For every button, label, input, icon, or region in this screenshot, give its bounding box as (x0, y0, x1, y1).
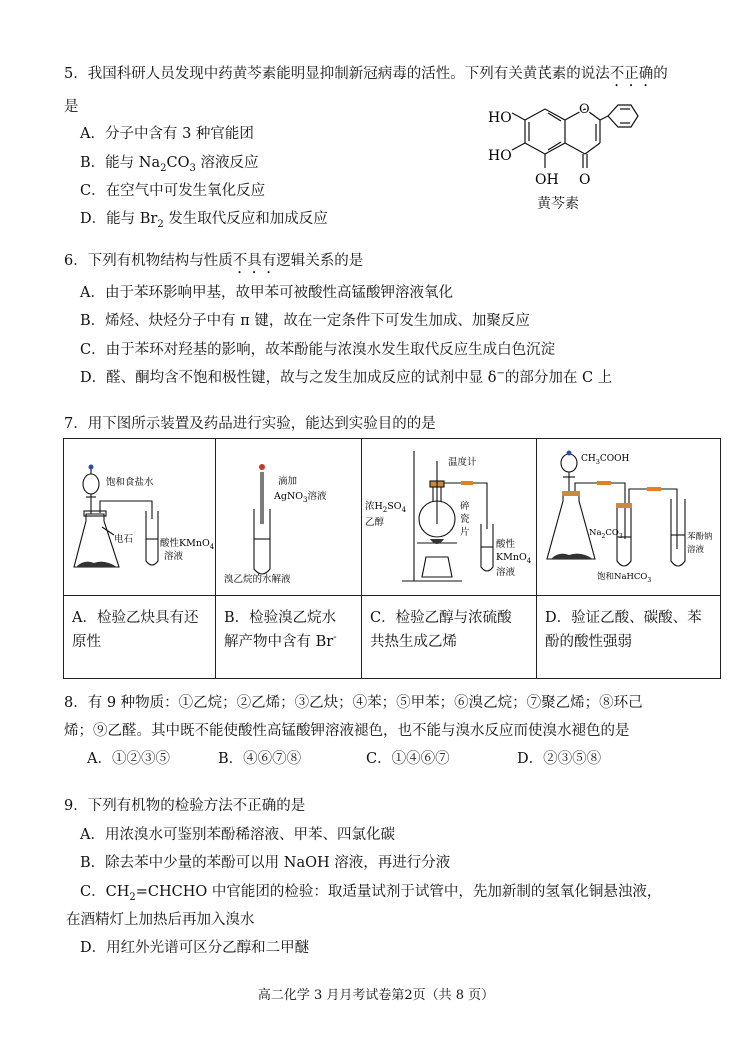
q5-option-d-text: 发生取代反应和加成反应 (163, 211, 328, 227)
subscript: 2 (382, 506, 388, 514)
q5-option-b-text: 溶液反应 (195, 155, 259, 171)
label-kmno4-text: 酸性KMnO (160, 538, 210, 549)
q9-stem: 9．下列有机物的检验方法不正确的是 (64, 798, 306, 814)
apparatus-image-row (64, 439, 721, 596)
label-acidic: 酸性 (496, 539, 516, 550)
q5-stem-end: 的 (653, 66, 668, 82)
q5-option-c: C．在空气中可发生氧化反应 (80, 183, 266, 199)
q7-option-d-line1: D．验证乙酸、碳酸、苯 (545, 610, 702, 626)
q6-option-a: A．由于苯环影响甲基，故甲苯可被酸性高锰酸钾溶液氧化 (80, 285, 453, 301)
label-na2co3-text: CO (605, 528, 619, 538)
q7-option-b-line2 (224, 630, 353, 654)
q6-option-d-text: D．醛、酮均含不饱和极性键，故与之发生加成反应的试剂中显 δ (80, 370, 497, 386)
apparatus-b (216, 439, 362, 596)
q7-option-b (216, 596, 362, 679)
q7-option-c-line2: 共热生成乙烯 (370, 634, 457, 650)
page-footer: 高二化学 3 月月考试卷第2页（共 8 页） (257, 988, 495, 1003)
q5-option-d-text: D．能与 Br (80, 211, 158, 227)
q6-stem-emphasis: 不具有 (232, 253, 277, 269)
q6-option-c: C．由于苯环对羟基的影响，故苯酚能与浓溴水发生取代反应生成白色沉淀 (80, 342, 556, 358)
subscript: 3 (647, 577, 652, 584)
q5-stem-emphasis: 不正确 (609, 66, 654, 82)
q8-option-c: C．①④⑥⑦ (366, 751, 450, 767)
structure-name: 黄芩素 (537, 196, 579, 212)
q7-option-a-line2: 原性 (72, 634, 101, 650)
q7-option-a-line1: A．检验乙炔具有还 (72, 610, 199, 626)
subscript: 2 (129, 891, 136, 903)
superscript: - (333, 632, 337, 644)
apparatus-a-diagram (64, 439, 215, 591)
apparatus-b-diagram (216, 439, 361, 591)
q9-option-c-line2: 在酒精灯上加热后再加入溴水 (66, 912, 255, 928)
label-sodium-phenoxide: 苯酚钠 (687, 532, 713, 542)
label-kmno4-c (496, 552, 532, 565)
q9-option-d: D．用红外光谱可区分乙醇和二甲醚 (80, 940, 310, 956)
q9-option-b: B．除去苯中少量的苯酚可以用 NaOH 溶液，再进行分液 (80, 855, 451, 871)
q8-option-d: D．②③⑤⑧ (517, 751, 602, 767)
label-acetic-acid (581, 454, 630, 466)
q5-stem-text: 5．我国科研人员发现中药黄芩素能明显抑制新冠病毒的活性。下列有关黄芪素的说法 (64, 66, 610, 82)
apparatus-option-row (64, 596, 721, 679)
baicalein-structure (480, 100, 640, 195)
apparatus-d-diagram (537, 439, 720, 591)
label-na2co3-text: Na (589, 528, 602, 538)
apparatus-table (63, 438, 721, 679)
label-agno3-text: AgNO (274, 491, 304, 502)
apparatus-c-diagram (362, 439, 536, 591)
subscript: 4 (526, 557, 532, 565)
subscript: 2 (601, 533, 606, 540)
structure-label-keto-o: O (579, 172, 591, 188)
q5-option-b-text: CO (166, 155, 190, 171)
label-add: 滴加 (278, 476, 298, 487)
label-acetic-acid-text: COOH (599, 454, 630, 464)
q9-option-c-text: C．CH (80, 884, 130, 900)
q7-option-d (537, 596, 721, 679)
q7-option-a (64, 596, 216, 679)
label-h2so4-text: SO (387, 501, 402, 512)
label-solution-c: 溶液 (496, 567, 516, 578)
label-broken-3: 片 (460, 527, 470, 538)
label-broken-1: 碎 (460, 501, 470, 512)
q5-option-b (80, 153, 258, 173)
q7-option-c (362, 596, 537, 679)
label-solution: 溶液 (164, 551, 184, 562)
label-na2co3 (589, 528, 623, 540)
label-bromoethane-hydrolysate: 溴乙烷的水解液 (224, 574, 291, 585)
label-calcium-carbide: 电石 (114, 534, 134, 545)
q6-stem (64, 251, 363, 277)
label-nahco3-text: 饱和NaHCO (597, 572, 648, 582)
q9-option-c-line1 (80, 882, 661, 902)
subscript: 3 (189, 162, 196, 174)
q5-option-a: A．分子中含有 3 种官能团 (80, 126, 254, 142)
q8-stem-line1: 8．有 9 种物质：①乙烷；②乙烯；③乙炔；④苯；⑤甲苯；⑥溴乙烷；⑦聚乙烯；⑧环己 (64, 695, 643, 711)
structure-label-ho-2: HO (488, 148, 512, 164)
q6-option-d (80, 368, 612, 388)
q5-option-b-text: B．能与 Na (80, 155, 161, 171)
subscript: 4 (209, 543, 215, 551)
q7-option-c-line1: C．检验乙醇与浓硫酸 (370, 610, 512, 626)
q8-stem-line2: 烯；⑨乙醛。其中既不能使酸性高锰酸钾溶液褪色，也不能与溴水反应而使溴水褪色的是 (64, 723, 630, 739)
q8-option-b: B．④⑥⑦⑧ (218, 751, 302, 767)
structure-label-ring-o: O (579, 102, 590, 117)
label-saturated-brine: 饱和食盐水 (106, 477, 154, 488)
label-solution-d: 溶液 (687, 545, 705, 555)
label-conc-h2so4 (365, 500, 407, 514)
q6-stem-end: 逻辑关系的是 (276, 253, 364, 269)
label-h2so4-text: 浓H (365, 501, 383, 512)
label-kmno4 (160, 537, 215, 551)
q7-option-b-line1: B．检验溴乙烷水 (224, 610, 337, 626)
q7-stem: 7．用下图所示装置及药品进行实验，能达到实验目的的是 (64, 416, 436, 432)
label-agno3 (273, 490, 327, 504)
apparatus-a (64, 439, 216, 596)
q6-option-d-text: 的部分加在 C 上 (504, 370, 613, 386)
q9-option-a: A．用浓溴水可鉴别苯酚稀溶液、甲苯、四氯化碳 (80, 827, 395, 843)
q6-option-b: B．烯烃、炔烃分子中有 π 键，故在一定条件下可发生加成、加聚反应 (80, 313, 530, 329)
q5-option-d (80, 209, 328, 229)
label-broken-2: 瓷 (460, 514, 470, 525)
q5-stem (64, 64, 668, 90)
structure-label-ho-1: HO (488, 110, 512, 126)
subscript: 3 (595, 458, 600, 466)
subscript: 4 (401, 506, 407, 514)
label-ethanol: 乙醇 (365, 517, 385, 528)
q7-option-b-text: 解产物中含有 Br (224, 634, 334, 650)
label-kmno4-c-text: KMnO (496, 552, 527, 563)
subscript: 2 (157, 218, 164, 230)
q5-stem-cont: 是 (64, 99, 79, 115)
q6-stem-text: 6．下列有机物结构与性质 (64, 253, 233, 269)
superscript: − (496, 368, 505, 380)
structure-label-oh: OH (535, 172, 559, 188)
label-thermometer: 温度计 (448, 457, 477, 468)
subscript: 3 (618, 533, 623, 540)
label-agno3-text: 溶液 (307, 491, 327, 502)
label-sat-nahco3 (597, 571, 651, 584)
apparatus-d (537, 439, 721, 596)
q9-option-c-text: =CHCHO 中官能团的检验：取适量试剂于试管中，先加新制的氢氧化铜悬浊液， (135, 884, 662, 900)
subscript: 3 (303, 496, 308, 504)
q8-option-a: A．①②③⑤ (87, 751, 170, 767)
q7-option-d-line2: 酚的酸性强弱 (545, 634, 632, 650)
label-acetic-acid-text: CH (581, 454, 596, 464)
subscript: 2 (160, 162, 167, 174)
apparatus-c (362, 439, 537, 596)
